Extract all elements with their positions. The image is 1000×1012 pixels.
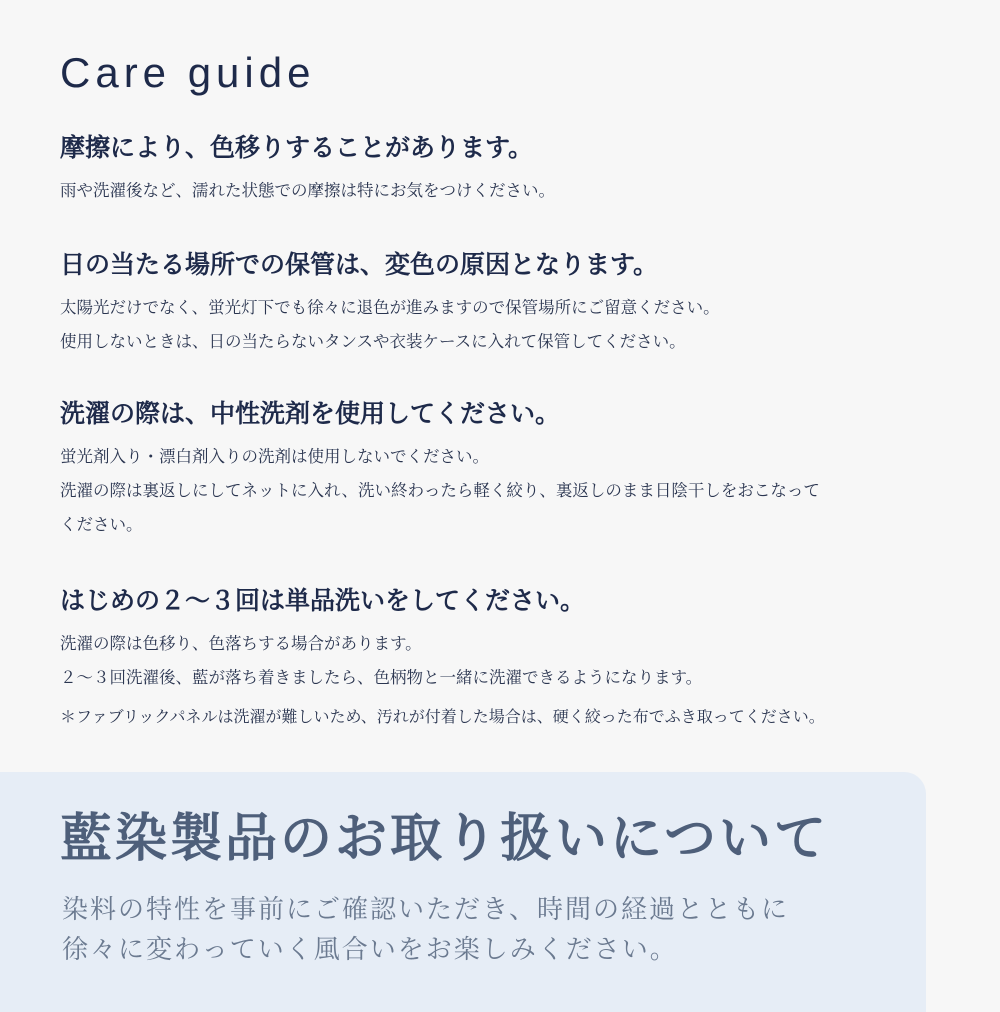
- section-heading: はじめの２〜３回は単品洗いをしてください。: [60, 586, 586, 615]
- section-line: 蛍光剤入り・漂白剤入りの洗剤は使用しないでください。: [60, 446, 489, 466]
- care-section-friction: [60, 132, 980, 208]
- fabric-panel-note: ＊ファブリックパネルは洗濯が難しいため、汚れが付着した場合は、硬く絞った布でふき取ってください。: [60, 707, 825, 726]
- indigo-care-banner: [0, 772, 926, 1012]
- section-heading: 日の当たる場所での保管は、変色の原因となります。: [60, 250, 659, 279]
- banner-text: [62, 890, 789, 970]
- section-heading: 洗濯の際は、中性洗剤を使用してください。: [60, 399, 561, 428]
- section-body: [60, 627, 980, 695]
- section-line: ください。: [60, 514, 143, 534]
- banner-title: 藍染製品のお取り扱いについて: [60, 809, 829, 869]
- banner-line: 染料の特性を事前にご確認いただき、時間の経過とともに: [62, 895, 789, 925]
- section-line: 太陽光だけでなく、蛍光灯下でも徐々に退色が進みますので保管場所にご留意ください。: [60, 297, 720, 317]
- section-line: 使用しないときは、日の当たらないタンスや衣装ケースに入れて保管してください。: [60, 331, 686, 351]
- section-line: 洗濯の際は裏返しにしてネットに入れ、洗い終わったら軽く絞り、裏返しのまま日陰干しをおこなって: [60, 480, 820, 500]
- care-section-storage: [60, 249, 980, 359]
- section-line: 雨や洗濯後など、濡れた状態での摩擦は特にお気をつけください。: [60, 180, 555, 200]
- care-section-first-wash: [60, 585, 980, 695]
- section-heading: 摩擦により、色移りすることがあります。: [60, 133, 534, 162]
- banner-line: 徐々に変わっていく風合いをお楽しみください。: [62, 935, 678, 965]
- section-line: ２〜３回洗濯後、藍が落ち着きましたら、色柄物と一緒に洗濯できるようになります。: [60, 667, 703, 687]
- section-body: [60, 174, 980, 208]
- section-line: 洗濯の際は色移り、色落ちする場合があります。: [60, 633, 422, 653]
- section-body: [60, 440, 980, 542]
- section-body: [60, 291, 980, 359]
- care-section-detergent: [60, 398, 980, 542]
- page-title: Care guide: [60, 49, 316, 96]
